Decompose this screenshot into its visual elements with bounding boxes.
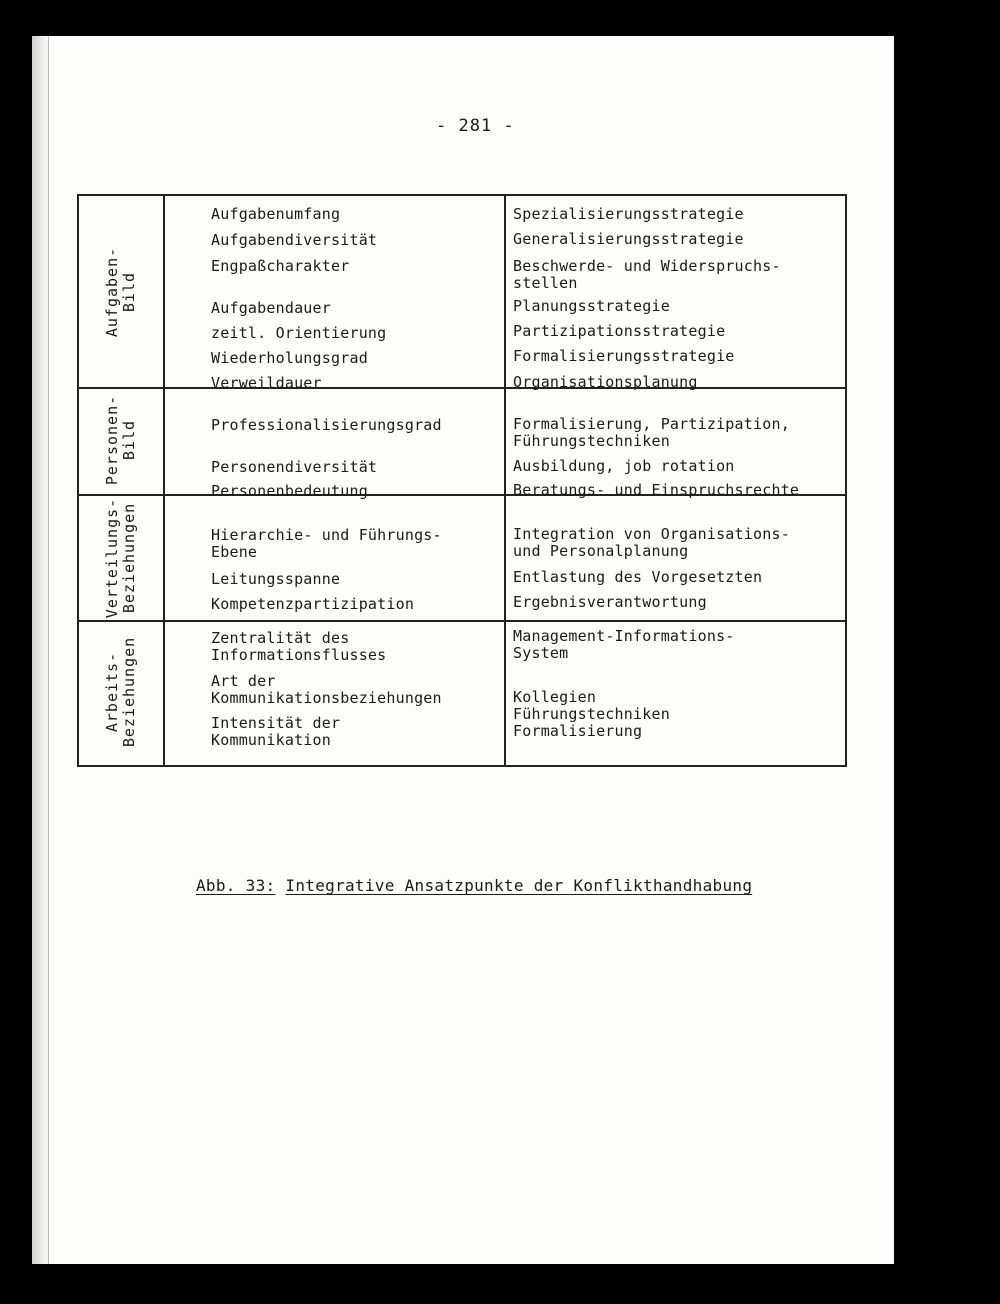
- strategy-cell: Führungstechniken Formalisierung: [513, 705, 670, 740]
- factor-cell: Personenbedeutung: [211, 482, 368, 500]
- strategy-cell: Kollegien: [513, 688, 597, 706]
- group-label-personen-bild: [104, 395, 138, 485]
- page-spine-line: [48, 36, 49, 1264]
- page-number: - 281 -: [436, 116, 515, 136]
- factor-cell: Verweildauer: [211, 374, 322, 392]
- factor-cell: zeitl. Orientierung: [211, 324, 387, 342]
- factor-cell: Wiederholungsgrad: [211, 349, 368, 367]
- strategy-cell: Formalisierungsstrategie: [513, 347, 735, 365]
- group-label-line: Arbeits-: [103, 651, 121, 733]
- factor-cell: Aufgabenumfang: [211, 205, 341, 223]
- group-label-arbeits-beziehungen: [104, 637, 138, 747]
- factor-cell: Engpaßcharakter: [211, 257, 350, 275]
- group-label-line: Bild: [120, 419, 138, 461]
- group-divider: [79, 387, 845, 389]
- figure-number: Abb. 33:: [196, 876, 276, 895]
- group-label-line: Verteilungs-: [103, 497, 121, 619]
- group-divider: [79, 620, 845, 622]
- column-divider-group: [163, 196, 165, 765]
- strategy-cell: Beratungs- und Einspruchsrechte: [513, 481, 800, 499]
- strategy-cell: Organisationsplanung: [513, 373, 698, 391]
- group-label-line: Beziehungen: [120, 502, 138, 614]
- factor-cell: Zentralität des Informationsflusses: [211, 629, 387, 664]
- strategy-cell: Planungsstrategie: [513, 297, 670, 315]
- strategy-table: [77, 194, 847, 767]
- factor-cell: Leitungsspanne: [211, 570, 341, 588]
- group-label-line: Aufgaben-: [103, 246, 121, 338]
- factor-cell: Professionalisierungsgrad: [211, 416, 442, 434]
- factor-cell: Kompetenzpartizipation: [211, 595, 415, 613]
- factor-cell: Hierarchie- und Führungs- Ebene: [211, 526, 442, 561]
- group-label-aufgaben-bild: [104, 247, 138, 337]
- strategy-cell: Ergebnisverantwortung: [513, 593, 707, 611]
- group-label-verteilungs-beziehungen: [104, 498, 138, 618]
- strategy-cell: Integration von Organisations- und Personalplanung: [513, 525, 790, 560]
- column-divider-strategy: [504, 196, 506, 765]
- strategy-cell: Beschwerde- und Widerspruchs- stellen: [513, 257, 781, 292]
- factor-cell: Personendiversität: [211, 458, 378, 476]
- strategy-cell: Management-Informations- System: [513, 627, 735, 662]
- factor-cell: Aufgabendauer: [211, 299, 331, 317]
- factor-cell: Art der Kommunikationsbeziehungen: [211, 672, 442, 707]
- factor-cell: Intensität der Kommunikation: [211, 714, 341, 749]
- document-page: [32, 36, 894, 1264]
- strategy-cell: Entlastung des Vorgesetzten: [513, 568, 763, 586]
- figure-title: Integrative Ansatzpunkte der Konflikthandhabung: [285, 876, 753, 895]
- strategy-cell: Partizipationsstrategie: [513, 322, 726, 340]
- group-label-line: Beziehungen: [120, 636, 138, 748]
- figure-caption: [196, 876, 752, 895]
- factor-cell: Aufgabendiversität: [211, 231, 378, 249]
- strategy-cell: Ausbildung, job rotation: [513, 457, 735, 475]
- group-label-line: Bild: [120, 271, 138, 313]
- strategy-cell: Spezialisierungsstrategie: [513, 205, 744, 223]
- group-label-line: Personen-: [103, 394, 121, 486]
- strategy-cell: Generalisierungsstrategie: [513, 230, 744, 248]
- strategy-cell: Formalisierung, Partizipation, Führungstechniken: [513, 415, 790, 450]
